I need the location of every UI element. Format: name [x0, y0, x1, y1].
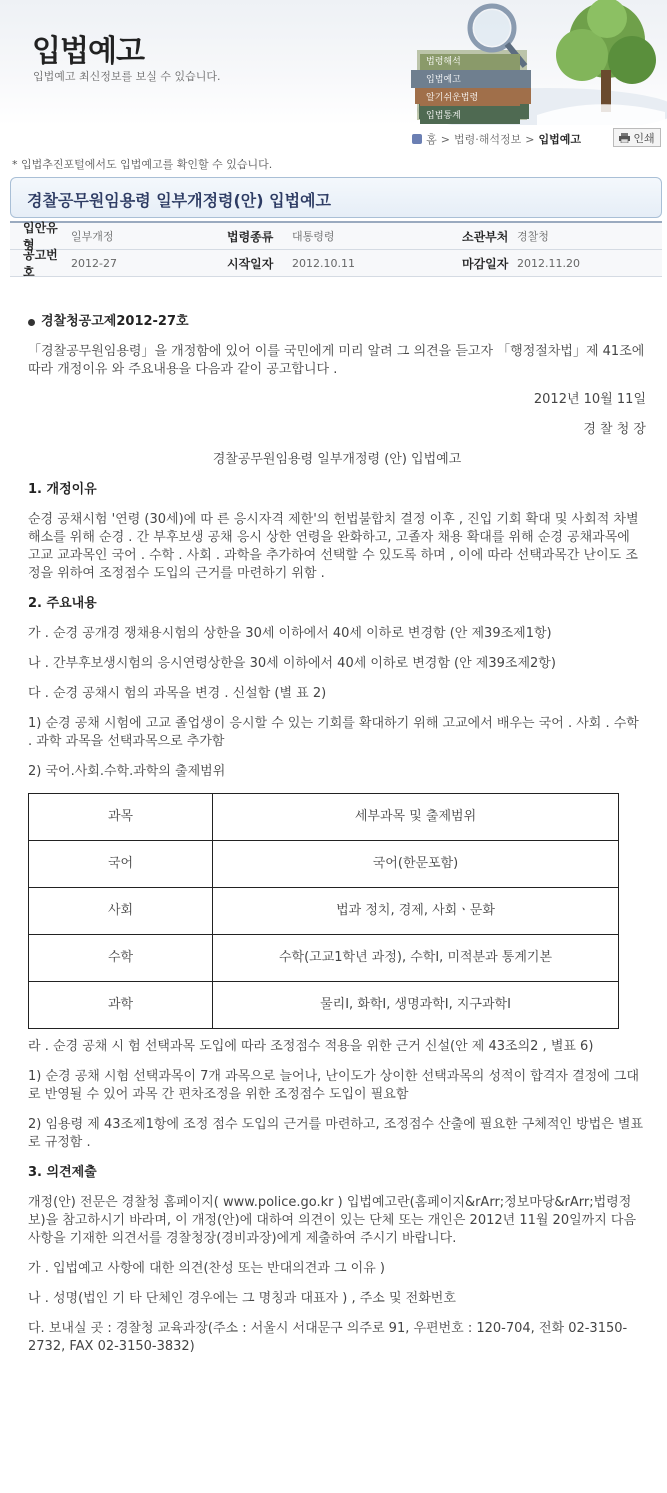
table-row	[29, 935, 619, 982]
section-text: 순경 공채시험 '연령 (30세)에 따 른 응시자격 제한'의 헌법불합치 결정 이후 , 진입 기회 확대 및 사회적 차별 해소를 위해 순경 . 간 부후보생 공채 응시 상한 연령을 완화하고, 고졸자 채용 확대를 위해 순경 공채과목에 고교 교과목인 국어 . 수학 . 사회 . 과학을 추가하여 선택할 수 있도록 하며 , 이에 따라 선택과목간 난이도 조정을 위하여 조정점수 도입의 근거를 마련하기 위함 .	[28, 512, 639, 581]
gazette-text: 경찰청공고제2012-27호	[41, 314, 189, 329]
subject-table	[28, 793, 619, 1029]
info-label: 입안유형	[23, 221, 58, 252]
hero-label-3: 알기쉬운법령	[420, 90, 520, 106]
info-label: 마감일자	[462, 256, 509, 271]
hero-labels	[420, 54, 520, 125]
info-row	[10, 250, 662, 277]
hero-label-1: 법령해석	[420, 54, 520, 70]
section-subitem: 2) 국어.사회.수학.과학의 출제범위	[28, 764, 226, 779]
info-value: 경찰청	[517, 230, 549, 243]
intro-text: 「경찰공무원임용령」을 개정함에 있어 이를 국민에게 미리 알려 그 의견을 듣고자 「행정절차법」제 41조에 따라 개정이유 와 주요내용을 다음과 같이 공고합니다 .	[28, 344, 645, 377]
table-cell: 물리Ⅰ, 화학Ⅰ, 생명과학Ⅰ, 지구과학Ⅰ	[213, 982, 619, 1029]
print-label: 인쇄	[633, 131, 655, 145]
section-text: 개정(안) 전문은 경찰청 홈페이지( www.police.go.kr ) 입법예고란(홈페이지&rArr;정보마당&rArr;법령정보)을 참고하시기 바라며, 이 개정(안)에 대하여 의견이 있는 단체 또는 개인은 2012년 11월 20일까지 다음 사항을 기재한 의견서를 경찰청장(경비과장)에게 제출하여 주시기 바랍니다.	[28, 1195, 637, 1246]
info-value: 일부개정	[71, 230, 114, 243]
portal-notice: * 입법추진포털에서도 입법예고를 확인할 수 있습니다.	[12, 158, 273, 171]
printer-icon	[619, 133, 630, 143]
section-subitem: 1) 순경 공채 시험 선택과목이 7개 과목으로 늘어나, 난이도가 상이한 선택과목의 성적이 합격자 결정에 그대로 반영될 수 있어 과목 간 편차조정을 위한 조정점수 도입이 필요함	[28, 1069, 640, 1102]
info-label: 공고번호	[23, 248, 58, 279]
table-row	[29, 982, 619, 1029]
announce-date: 2012년 10월 11일	[533, 392, 646, 407]
breadcrumb-separator: >	[440, 132, 450, 146]
info-label: 시작일자	[227, 256, 274, 271]
table-cell: 국어	[29, 841, 213, 888]
table-row	[29, 841, 619, 888]
agency-name: 경 찰 청 장	[583, 422, 646, 437]
breadcrumb-current: 입법예고	[538, 133, 581, 146]
section-heading: 2. 주요내용	[28, 596, 97, 611]
law-title: 경찰공무원임용령 일부개정령(안) 입법예고	[27, 191, 331, 210]
info-label: 법령종류	[227, 229, 274, 244]
info-value: 2012.10.11	[292, 256, 355, 270]
page-title: 입법예고	[32, 34, 144, 69]
section-item: 라 . 순경 공채 시 험 선택과목 도입에 따라 조정점수 적용을 위한 근거 신설(안 제 43조의2 , 별표 6)	[28, 1039, 594, 1054]
section-item: 다. 보내실 곳 : 경찰청 교육과장(주소 : 서울시 서대문구 의주로 91, 우편번호 : 120-704, 전화 02-3150-2732, FAX 02-3150-3832)	[28, 1321, 628, 1354]
breadcrumb-separator: >	[525, 132, 535, 146]
info-value: 대통령령	[292, 230, 335, 243]
section-heading: 1. 개정이유	[28, 482, 97, 497]
page-subtitle: 입법예고 최신정보를 보실 수 있습니다.	[33, 70, 221, 83]
gazette-number	[28, 313, 646, 331]
table-header-cell: 세부과목 및 출제범위	[213, 794, 619, 841]
bullet-icon	[28, 319, 35, 326]
section-item: 나 . 간부후보생시험의 응시연령상한을 30세 이하에서 40세 이하로 변경함 (안 제39조제2항)	[28, 656, 556, 671]
breadcrumb-level1[interactable]: 법령·해석정보	[454, 133, 522, 146]
info-table	[10, 221, 662, 277]
section-item: 나 . 성명(법인 기 타 단체인 경우에는 그 명칭과 대표자 ) , 주소 및 전화번호	[28, 1291, 456, 1306]
section-item: 가 . 순경 공개경 쟁채용시험의 상한을 30세 이하에서 40세 이하로 변경함 (안 제39조제1항)	[28, 626, 552, 641]
law-title-box	[10, 177, 662, 218]
doc-title: 경찰공무원임용령 일부개정령 (안) 입법예고	[212, 452, 462, 467]
home-icon	[412, 134, 422, 144]
announcement-body	[28, 313, 646, 1356]
section-subitem: 1) 순경 공채 시험에 고교 졸업생이 응시할 수 있는 기회를 확대하기 위해 고교에서 배우는 국어 . 사회 . 수학 . 과학 과목을 선택과목으로 추가함	[28, 716, 639, 749]
section-item: 가 . 입법예고 사항에 대한 의견(찬성 또는 반대의견과 그 이유 )	[28, 1261, 385, 1276]
section-subitem: 2) 임용령 제 43조제1항에 조정 점수 도입의 근거를 마련하고, 조정점수 산출에 필요한 구체적인 방법은 별표로 규정함 .	[28, 1117, 644, 1150]
breadcrumb-home[interactable]: 홈	[426, 133, 437, 146]
print-button[interactable]	[613, 128, 661, 147]
breadcrumb	[412, 131, 581, 147]
info-value: 2012-27	[71, 256, 117, 270]
table-row	[29, 888, 619, 935]
table-cell: 법과 정치, 경제, 사회ㆍ문화	[213, 888, 619, 935]
table-cell: 과학	[29, 982, 213, 1029]
hero-label-2: 입법예고	[420, 72, 520, 88]
info-value: 2012.11.20	[517, 256, 580, 270]
table-header-row	[29, 794, 619, 841]
section-item: 다 . 순경 공채시 험의 과목을 변경 . 신설함 (별 표 2)	[28, 686, 327, 701]
section-heading: 3. 의견제출	[28, 1165, 97, 1180]
info-label: 소관부처	[462, 229, 509, 244]
hero-label-4: 입법통계	[420, 108, 520, 124]
table-cell: 수학	[29, 935, 213, 982]
table-cell: 사회	[29, 888, 213, 935]
table-cell: 수학(고교1학년 과정), 수학Ⅰ, 미적분과 통계기본	[213, 935, 619, 982]
table-header-cell: 과목	[29, 794, 213, 841]
table-cell: 국어(한문포함)	[213, 841, 619, 888]
page-header	[0, 0, 667, 125]
